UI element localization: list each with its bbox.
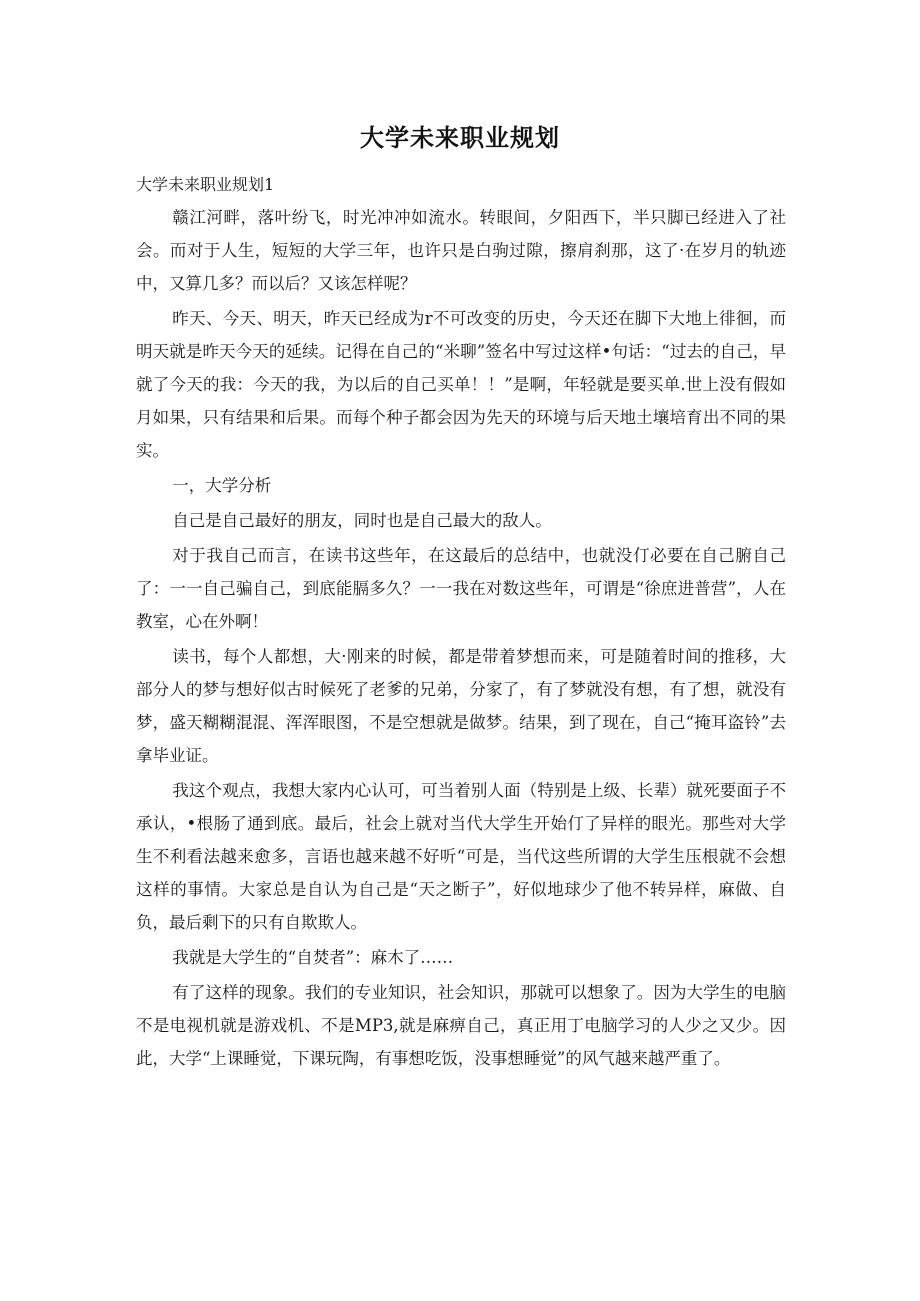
- paragraph-1: 赣江河畔，落叶纷飞，时光冲冲如流水。转眼间，夕阳西下，半只脚已经进入了社会。而对于人生，短短的大学三年，也许只是白驹过隙，擦肩刹那，这了·在岁月的轨迹中，又算几多？而以后？又该怎样呢？: [136, 208, 786, 293]
- paragraph-7: 我就是大学生的“自焚者”：麻木了……: [172, 948, 454, 967]
- paragraph-4: 对于我自己而言，在读书这些年，在这最后的总结中，也就没仃必要在自己腑自己了：一一自己骗自己，到底能膈多久？一一我在对数这些年，可谓是“徐庶进普营”，人在教室，心在外啊！: [136, 546, 786, 631]
- paragraph-6: 我这个观点，我想大家内心认可，可当着别人面（特别是上级、长辈）就死要面子不承认，•根肠了通到底。最后，社会上就对当代大学生开始仃了异样的眼光。那些对大学生不利看法越来愈多，言语也越来越不好听“可是，当代这些所谓的大学生压根就不会想这样的事情。大家总是自认为自己是“天之断子”，好似地球少了他不转异样，麻做、自负，最后剩下的只有自欺欺人。: [136, 781, 786, 932]
- section-heading: 大学未来职业规划1: [136, 175, 275, 194]
- paragraph-3: 自己是自己最好的朋友，同时也是自己最大的敌人。: [172, 511, 552, 530]
- document-title: 大学未来职业规划: [360, 124, 560, 152]
- paragraph-5: 读书，每个人都想，大·刚来的时候，都是带着梦想而来，可是随着时间的推移，大部分人的梦与想好似古时候死了老爹的兄弟，分家了，有了梦就没有想，有了想，就没有梦，盛天糊糊混混、浑浑眼图，不是空想就是做梦。结果，到了现在，自己“掩耳盗铃”去拿毕业证。: [136, 647, 786, 765]
- paragraph-2: 昨天、今天、明天，昨天已经成为r不可改变的历史，今天还在脚下大地上徘徊，而明天就是昨天今天的延续。记得在自己的“米聊”签名中写过这样•句话：“过去的自己，早就了今天的我：今天的我，为以后的自己买单！！”是啊，年轻就是要买单.世上没有假如月如果，只有结果和后果。而每个种子都会因为先天的环境与后天地土壤培育出不同的果实。: [136, 309, 786, 460]
- section-heading-university-analysis: 一，大学分析: [172, 476, 272, 495]
- paragraph-8: 有了这样的现象。我们的专业知识，社会知识，那就可以想象了。因为大学生的电脑不是电视机就是游戏机、不是MP3,就是麻痹自己，真正用丁电脑学习的人少之又少。因此，大学“上课睡觉，下课玩陶，有事想吃饭，没事想睡觉”的风气越来越严重了。: [136, 983, 786, 1068]
- document-body: [136, 168, 786, 1077]
